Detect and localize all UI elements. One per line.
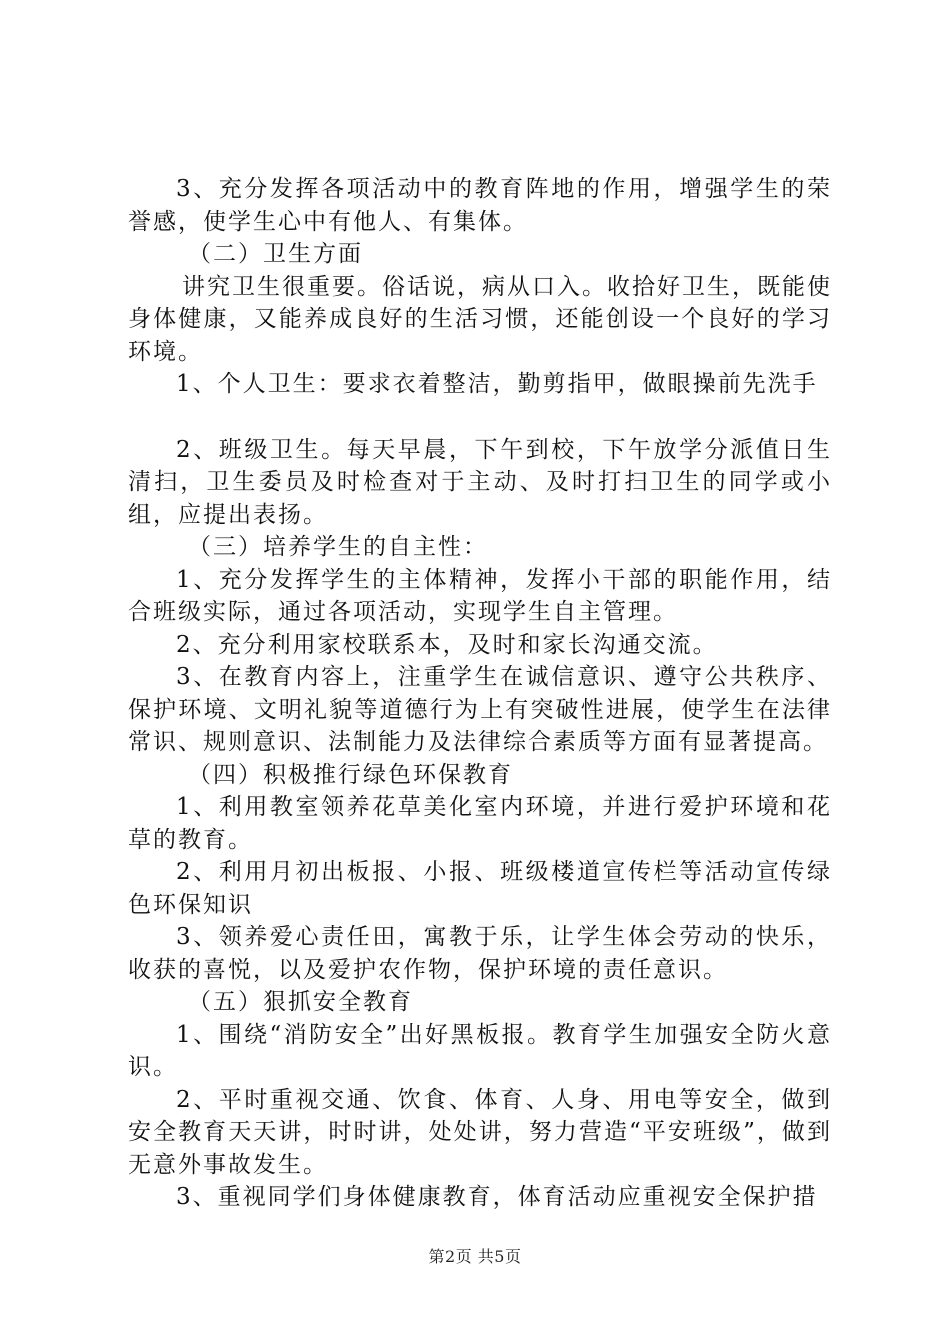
section-heading: （三）培养学生的自主性： <box>188 534 488 560</box>
section-heading: （五）狠抓安全教育 <box>188 989 413 1015</box>
paragraph: 1、个人卫生：要求衣着整洁，勤剪指甲，做眼操前先洗手 <box>176 371 818 397</box>
paragraph: 2、充分利用家校联系本，及时和家长沟通交流。 <box>176 631 718 658</box>
paragraph: 3、领养爱心责任田，寓教于乐，让学生体会劳动的快乐，收获的喜悦，以及爱护农作物，保护环境的责任意识。 <box>128 924 832 983</box>
paragraph: 2、利用月初出板报、小报、班级楼道宣传栏等活动宣传绿色环保知识 <box>128 859 832 918</box>
paragraph: 3、在教育内容上，注重学生在诚信意识、遵守公共秩序、保护环境、文明礼貌等道德行为上有突破性进展，使学生在法律常识、规则意识、法制能力及法律综合素质等方面有显著提高。 <box>128 664 832 755</box>
paragraph: 讲究卫生很重要。俗话说，病从口入。收拾好卫生，既能使身体健康，又能养成良好的生活习惯，还能创设一个良好的学习环境。 <box>128 273 832 365</box>
paragraph: 3、充分发挥各项活动中的教育阵地的作用，增强学生的荣誉感，使学生心中有他人、有集体。 <box>128 176 832 235</box>
page-footer: 第2页 共5页 <box>428 1247 522 1266</box>
paragraph: 2、平时重视交通、饮食、体育、人身、用电等安全，做到安全教育天天讲，时时讲，处处讲，努力营造“平安班级”，做到无意外事故发生。 <box>128 1086 832 1178</box>
paragraph: 2、班级卫生。每天早晨，下午到校，下午放学分派值日生清扫，卫生委员及时检查对于主动、及时打扫卫生的同学或小组，应提出表扬。 <box>128 436 832 528</box>
section-heading: （四）积极推行绿色环保教育 <box>188 761 513 788</box>
paragraph: 1、围绕“消防安全”出好黑板报。教育学生加强安全防火意识。 <box>128 1021 832 1080</box>
paragraph: 3、重视同学们身体健康教育，体育活动应重视安全保护措 <box>176 1184 818 1210</box>
paragraph: 1、充分发挥学生的主体精神，发挥小干部的职能作用，结合班级实际，通过各项活动，实现学生自主管理。 <box>128 566 832 625</box>
section-heading: （二）卫生方面 <box>188 241 363 267</box>
paragraph: 1、利用教室领养花草美化室内环境，并进行爱护环境和花草的教育。 <box>128 794 832 853</box>
document-body <box>128 173 832 1214</box>
